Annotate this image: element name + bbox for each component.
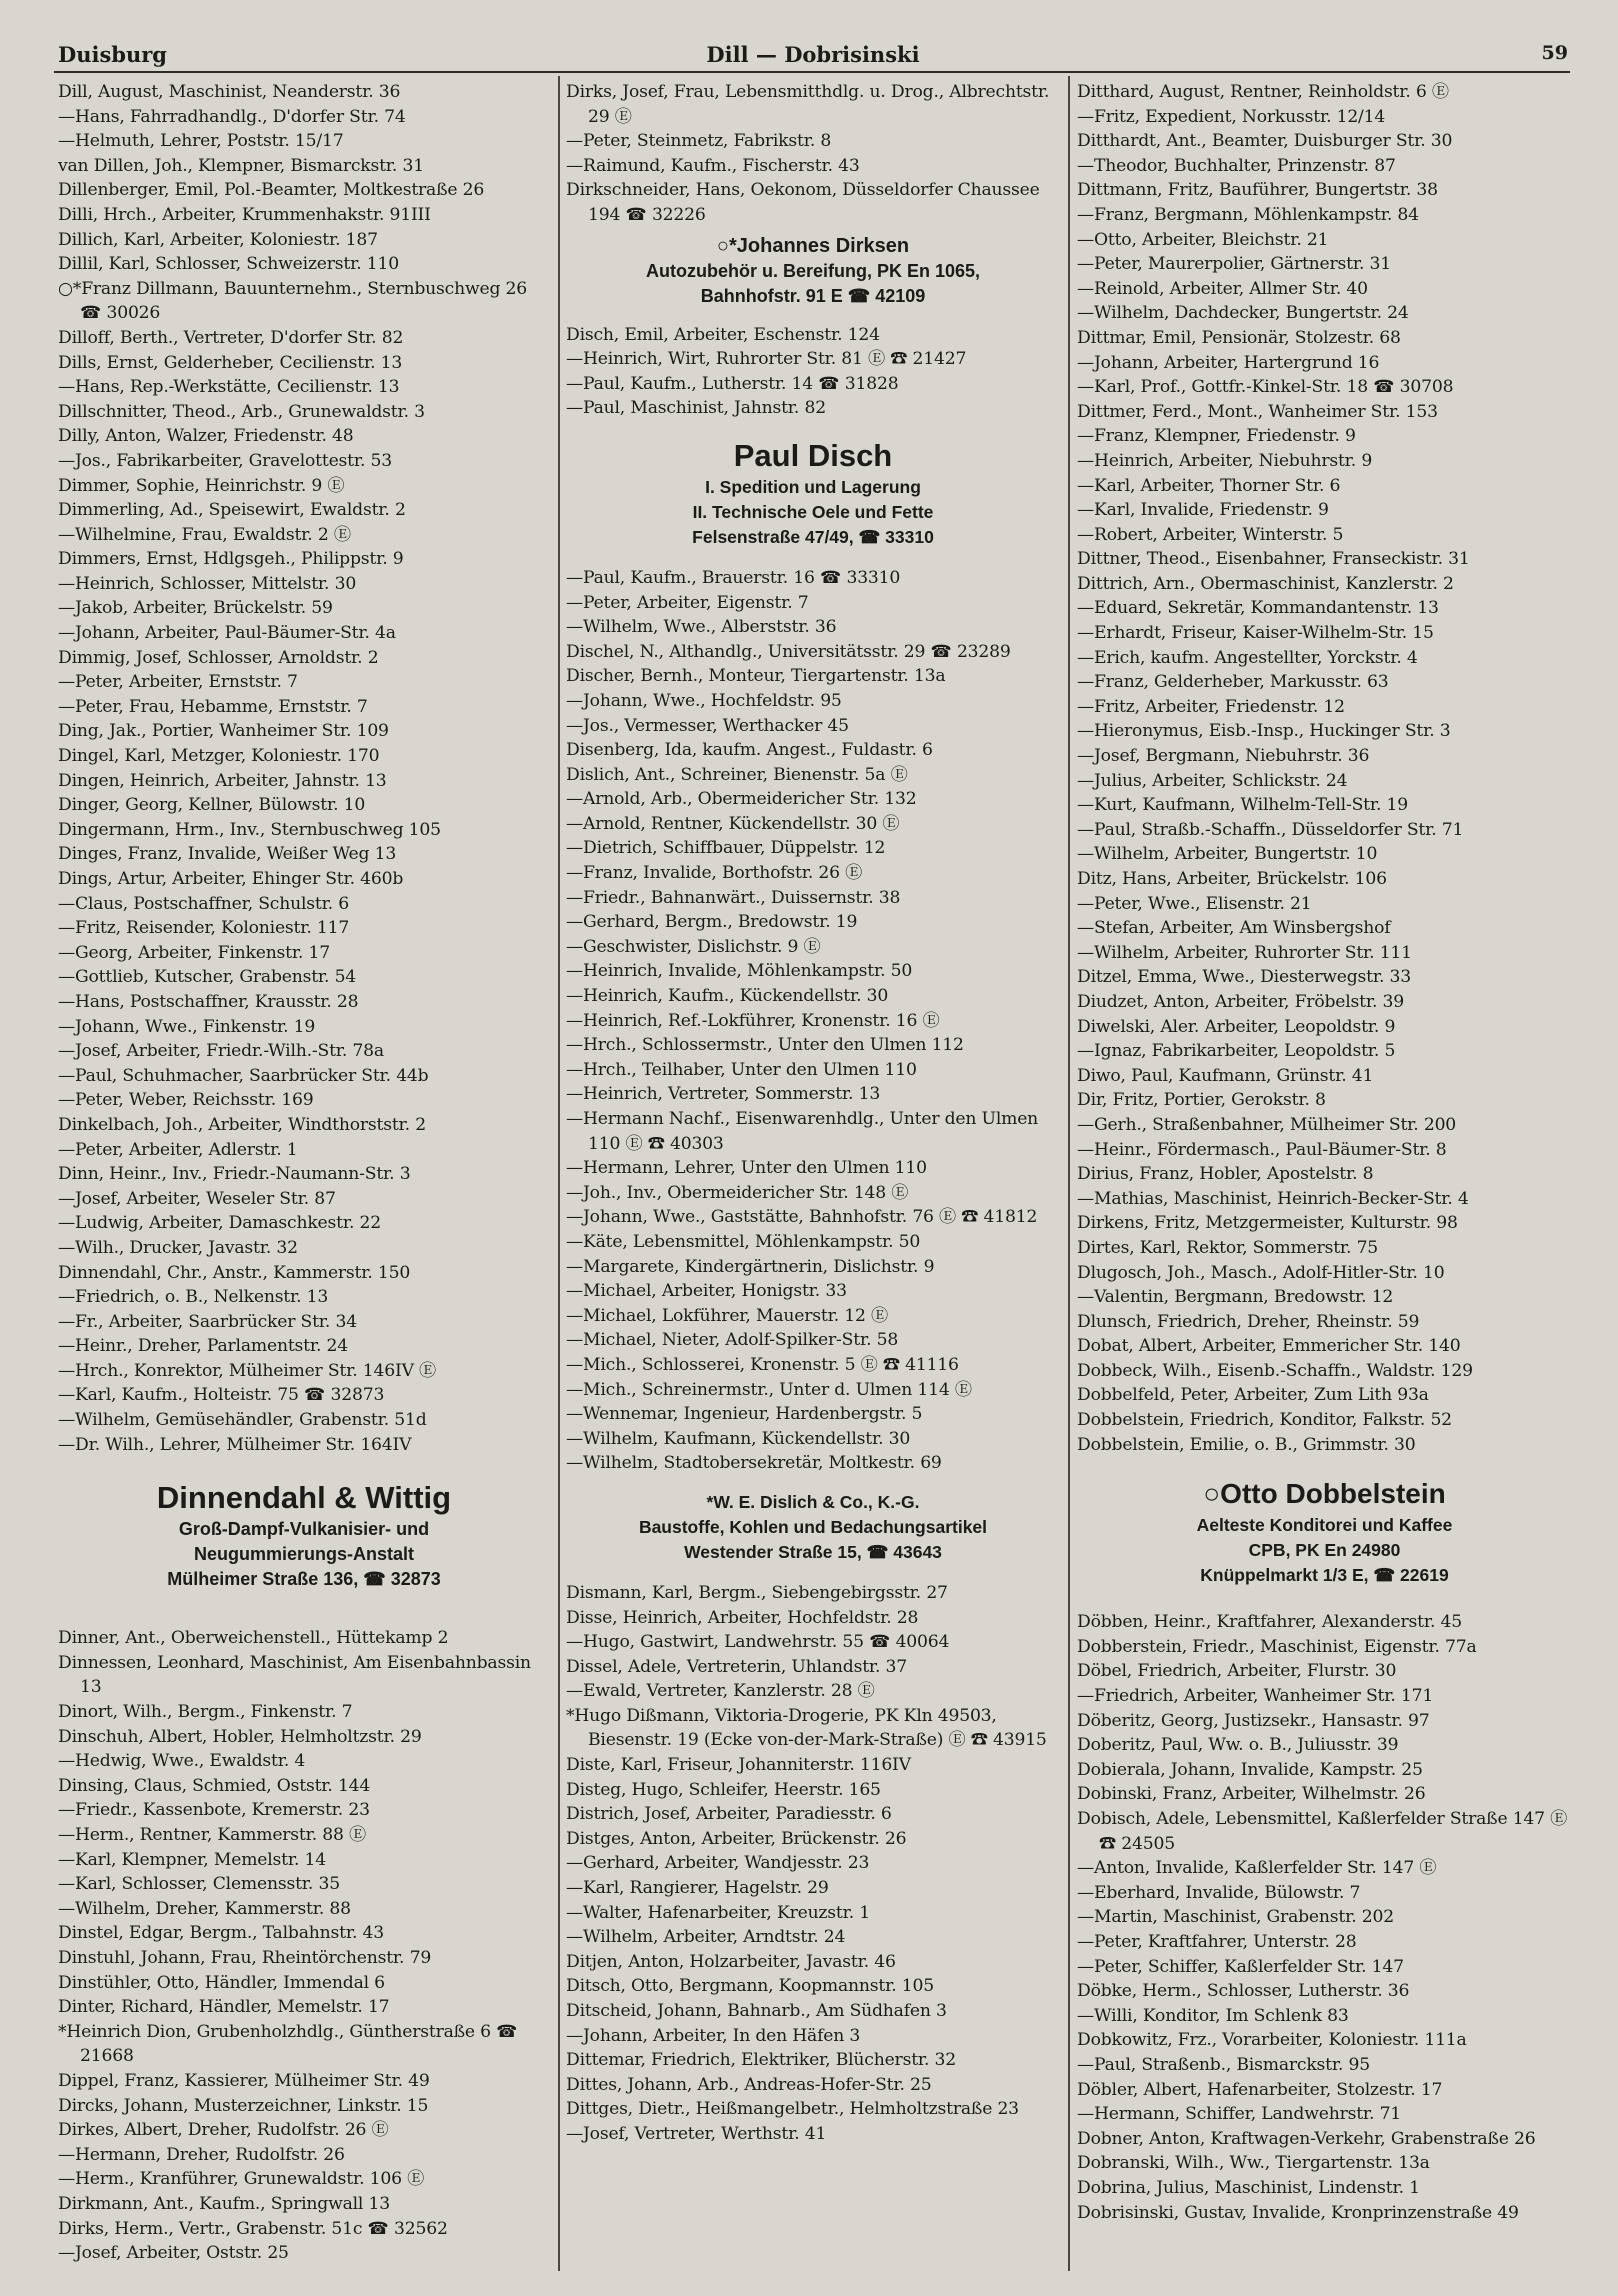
directory-entry: —Johann, Wwe., Gaststätte, Bahnhofstr. 76 Ⓔ ☎ 41812: [566, 1207, 1038, 1228]
directory-entry: Ditscheid, Johann, Bahnarb., Am Südhafen 3: [566, 2001, 947, 2021]
advert-line: CPB, PK En 24980: [1248, 1540, 1401, 1561]
directory-entry: Diwo, Paul, Kaufmann, Grünstr. 41: [1077, 1065, 1374, 1086]
directory-entry: Disch, Emil, Arbeiter, Eschenstr. 124: [566, 324, 880, 345]
directory-entry: Dirkschneider, Hans, Oekonom, Düsseldorfer Chaussee 194 ☎ 32226: [566, 180, 1040, 225]
advert-dislich: [566, 1490, 1060, 1565]
directory-entry: Dillich, Karl, Arbeiter, Koloniestr. 187: [58, 229, 378, 250]
directory-entry: Döbler, Albert, Hafenarbeiter, Stolzestr. 17: [1077, 2079, 1443, 2100]
directory-entry: Dills, Ernst, Gelderheber, Cecilienstr. 13: [58, 352, 403, 373]
directory-entry: —Heinrich, Wirt, Ruhrorter Str. 81 Ⓔ ☎ 21427: [566, 349, 967, 370]
directory-entry: —Mathias, Maschinist, Heinrich-Becker-Str. 4: [1077, 1188, 1469, 1209]
directory-entry: Döbke, Herm., Schlosser, Lutherstr. 36: [1077, 1981, 1410, 2002]
directory-entry: —Johann, Arbeiter, In den Häfen 3: [566, 2025, 861, 2046]
directory-entry: Diste, Karl, Friseur, Johanniterstr. 116IV: [566, 1755, 911, 1776]
directory-entry: —Karl, Schlosser, Clemensstr. 35: [58, 1874, 340, 1895]
directory-entry: —Friedr., Kassenbote, Kremerstr. 23: [58, 1800, 370, 1821]
directory-entry: —Valentin, Bergmann, Bredowstr. 12: [1077, 1287, 1394, 1308]
directory-entry: Dinner, Ant., Oberweichenstell., Hüttekamp 2: [58, 1628, 449, 1649]
page-header: [58, 42, 1568, 68]
directory-entry: Dings, Artur, Arbeiter, Ehinger Str. 460b: [58, 869, 404, 889]
advert-otto-dobbelstein: [1077, 1475, 1572, 1588]
directory-entry: —Wilhelm, Gemüsehändler, Grabenstr. 51d: [58, 1410, 427, 1431]
directory-entry: —Peter, Steinmetz, Fabrikstr. 8: [566, 131, 832, 152]
directory-entry: —Geschwister, Dislichstr. 9 Ⓔ: [566, 936, 821, 957]
entry-list: [566, 323, 1060, 421]
directory-entry: —Joh., Inv., Obermeidericher Str. 148 Ⓔ: [566, 1182, 909, 1203]
directory-entry: —Karl, Invalide, Friedenstr. 9: [1077, 500, 1329, 521]
directory-entry: Dissel, Adele, Vertreterin, Uhlandstr. 37: [566, 1656, 908, 1677]
advert-paul-disch: [566, 437, 1060, 550]
directory-entry: —Peter, Arbeiter, Ernststr. 7: [58, 672, 298, 693]
directory-entry: Districh, Josef, Arbeiter, Paradiesstr. 6: [566, 1804, 892, 1825]
advert-line: Autozubehör u. Bereifung, PK En 1065,: [645, 260, 981, 281]
directory-entry: —Willi, Konditor, Im Schlenk 83: [1077, 2005, 1349, 2026]
directory-entry: —Heinrich, Vertreter, Sommerstr. 13: [566, 1084, 881, 1105]
directory-entry: —Kurt, Kaufmann, Wilhelm-Tell-Str. 19: [1077, 795, 1408, 816]
directory-entry: —Hermann, Schiffer, Landwehrstr. 71: [1077, 2104, 1402, 2125]
advert-address: Felsenstraße 47/49, ☎ 33310: [692, 526, 934, 547]
directory-entry: —Friedr., Bahnanwärt., Duissernstr. 38: [566, 887, 901, 908]
advert-company-name: ○Otto Dobbelstein: [1203, 1478, 1446, 1510]
directory-entry: —Paul, Kaufm., Brauerstr. 16 ☎ 33310: [566, 567, 901, 588]
directory-entry: Dingermann, Hrm., Inv., Sternbuschweg 105: [58, 819, 441, 840]
directory-entry: —Wilhelm, Arbeiter, Bungertstr. 10: [1077, 844, 1378, 865]
column-1: [58, 80, 550, 2280]
directory-entry: Dillenberger, Emil, Pol.-Beamter, Moltkestraße 26: [58, 180, 485, 201]
page-number: 59: [1541, 42, 1568, 64]
advert-line: Aelteste Konditorei und Kaffee: [1196, 1515, 1453, 1536]
directory-entry: —Ewald, Vertreter, Kanzlerstr. 28 Ⓔ: [566, 1681, 875, 1702]
directory-entry: —Franz, Gelderheber, Markusstr. 63: [1077, 672, 1389, 693]
directory-entry: —Karl, Arbeiter, Thorner Str. 6: [1077, 475, 1341, 496]
directory-entry: Dirtes, Karl, Rektor, Sommerstr. 75: [1077, 1237, 1379, 1258]
directory-entry: Dobranski, Wilh., Ww., Tiergartenstr. 13a: [1077, 2153, 1430, 2174]
directory-entry: Disteg, Hugo, Schleifer, Heerstr. 165: [566, 1779, 881, 1800]
directory-entry: —Gerhard, Bergm., Bredowstr. 19: [566, 912, 858, 933]
directory-entry: —Wilh., Drucker, Javastr. 32: [58, 1237, 298, 1258]
directory-entry: Dobbelfeld, Peter, Arbeiter, Zum Lith 93a: [1077, 1385, 1429, 1406]
directory-entry: —Hermann Nachf., Eisenwarenhdlg., Unter den Ulmen 110 Ⓔ ☎ 40303: [566, 1109, 1039, 1154]
directory-entry: Dilloff, Berth., Vertreter, D'dorfer Str. 82: [58, 327, 404, 348]
column-divider: [558, 76, 560, 2271]
directory-entry: —Wilhelm, Dreher, Kammerstr. 88: [58, 1898, 351, 1919]
directory-entry: Döberitz, Georg, Justizsekr., Hansastr. 97: [1077, 1710, 1430, 1731]
directory-entry: Dirks, Herm., Vertr., Grabenstr. 51c ☎ 32562: [58, 2218, 448, 2239]
directory-entry: —Gottlieb, Kutscher, Grabenstr. 54: [58, 967, 357, 988]
directory-entry: Dobat, Albert, Arbeiter, Emmericher Str. 140: [1077, 1336, 1461, 1357]
directory-entry: ○*Franz Dillmann, Bauunternehm., Sternbuschweg 26 ☎ 30026: [58, 278, 527, 324]
directory-entry: —Fr., Arbeiter, Saarbrücker Str. 34: [58, 1311, 357, 1332]
directory-entry: —Eberhard, Invalide, Bülowstr. 7: [1077, 1882, 1361, 1903]
directory-entry: —Peter, Maurerpolier, Gärtnerstr. 31: [1077, 254, 1391, 275]
directory-entry: Dobrisinski, Gustav, Invalide, Kronprinzenstraße 49: [1077, 2202, 1519, 2223]
directory-entry: —Stefan, Arbeiter, Am Winsbergshof: [1077, 918, 1391, 939]
directory-entry: Dimmig, Josef, Schlosser, Arnoldstr. 2: [58, 647, 379, 668]
directory-entry: Dirkmann, Ant., Kaufm., Springwall 13: [58, 2193, 390, 2214]
directory-entry: —Peter, Arbeiter, Adlerstr. 1: [58, 1139, 298, 1160]
directory-entry: —Hrch., Teilhaber, Unter den Ulmen 110: [566, 1059, 917, 1080]
directory-entry: Ditthard, August, Rentner, Reinholdstr. 6 Ⓔ: [1077, 82, 1449, 102]
directory-entry: —Wilhelm, Stadtobersekretär, Moltkestr. 69: [566, 1453, 942, 1474]
directory-entry: —Johann, Arbeiter, Paul-Bäumer-Str. 4a: [58, 623, 396, 644]
directory-entry: Distges, Anton, Arbeiter, Brückenstr. 26: [566, 1828, 907, 1849]
directory-entry: —Heinrich, Schlosser, Mittelstr. 30: [58, 573, 357, 594]
directory-entry: Ditthardt, Ant., Beamter, Duisburger Str. 30: [1077, 131, 1453, 152]
directory-entry: —Fritz, Reisender, Koloniestr. 117: [58, 918, 350, 939]
directory-entry: —Mich., Schreinermstr., Unter d. Ulmen 114 Ⓔ: [566, 1379, 972, 1400]
directory-entry: Disenberg, Ida, kaufm. Angest., Fuldastr. 6: [566, 740, 933, 761]
directory-entry: —Wilhelm, Arbeiter, Arndtstr. 24: [566, 1927, 846, 1948]
directory-entry: —Paul, Schuhmacher, Saarbrücker Str. 44b: [58, 1065, 429, 1086]
directory-entry: —Wilhelm, Dachdecker, Bungertstr. 24: [1077, 303, 1409, 324]
column-3: [1077, 80, 1572, 2280]
directory-entry: Dobbeck, Wilh., Eisenb.-Schaffn., Waldstr. 129: [1077, 1360, 1473, 1381]
directory-entry: Dinges, Franz, Invalide, Weißer Weg 13: [58, 844, 397, 865]
directory-entry: —Walter, Hafenarbeiter, Kreuzstr. 1: [566, 1902, 871, 1923]
directory-entry: —Karl, Klempner, Memelstr. 14: [58, 1849, 327, 1870]
directory-entry: —Ignaz, Fabrikarbeiter, Leopoldstr. 5: [1077, 1041, 1396, 1062]
directory-entry: —Wilhelm, Wwe., Alberststr. 36: [566, 617, 837, 638]
directory-entry: —Herm., Kranführer, Grunewaldstr. 106 Ⓔ: [58, 2169, 425, 2190]
advert-line: Groß-Dampf-Vulkanisier- und: [178, 1519, 430, 1540]
directory-entry: Dismann, Karl, Bergm., Siebengebirgsstr. 27: [566, 1582, 948, 1603]
directory-entry: —Franz, Bergmann, Möhlenkampstr. 84: [1077, 204, 1419, 225]
directory-entry: —Paul, Kaufm., Lutherstr. 14 ☎ 31828: [566, 373, 899, 394]
directory-entry: Dobner, Anton, Kraftwagen-Verkehr, Grabenstraße 26: [1077, 2128, 1536, 2149]
directory-entry: —Käte, Lebensmittel, Möhlenkampstr. 50: [566, 1231, 921, 1252]
directory-entry: —Heinrich, Invalide, Möhlenkampstr. 50: [566, 961, 913, 982]
directory-entry: —Raimund, Kaufm., Fischerstr. 43: [566, 155, 860, 176]
directory-entry: —Theodor, Buchhalter, Prinzenstr. 87: [1077, 155, 1396, 176]
directory-entry: —Michael, Lokführer, Mauerstr. 12 Ⓔ: [566, 1305, 888, 1326]
directory-entry: Dinn, Heinr., Inv., Friedr.-Naumann-Str. 3: [58, 1164, 411, 1185]
directory-entry: Dinort, Wilh., Bergm., Finkenstr. 7: [58, 1702, 353, 1723]
directory-entry: Dimmers, Ernst, Hdlgsgeh., Philippstr. 9: [58, 549, 404, 570]
directory-entry: Ding, Jak., Portier, Wanheimer Str. 109: [58, 721, 389, 742]
directory-entry: —Reinold, Arbeiter, Allmer Str. 40: [1077, 278, 1368, 299]
directory-entry: —Hermann, Lehrer, Unter den Ulmen 110: [566, 1158, 927, 1179]
directory-entry: Dircks, Johann, Musterzeichner, Linkstr. 15: [58, 2095, 429, 2116]
advert-line: I. Spedition und Lagerung: [705, 476, 921, 497]
advert-line: Neugummierungs-Anstalt: [193, 1544, 415, 1565]
directory-entry: —Gerhard, Arbeiter, Wandjesstr. 23: [566, 1853, 870, 1874]
directory-entry: —Friedrich, o. B., Nelkenstr. 13: [58, 1287, 329, 1308]
directory-entry: Ditjen, Anton, Holzarbeiter, Javastr. 46: [566, 1951, 896, 1972]
directory-entry: Dittmann, Fritz, Bauführer, Bungertstr. 38: [1077, 180, 1438, 201]
directory-entry: Dimmerling, Ad., Speisewirt, Ewaldstr. 2: [58, 500, 406, 521]
directory-entry: —Karl, Prof., Gottfr.-Kinkel-Str. 18 ☎ 30708: [1077, 377, 1454, 398]
directory-entry: —Josef, Arbeiter, Friedr.-Wilh.-Str. 78a: [58, 1041, 384, 1062]
directory-entry: Dir, Fritz, Portier, Gerokstr. 8: [1077, 1090, 1326, 1111]
directory-entry: —Franz, Invalide, Borthofstr. 26 Ⓔ: [566, 863, 863, 884]
directory-entry: —Peter, Schiffer, Kaßlerfelder Str. 147: [1077, 1956, 1404, 1977]
directory-entry: —Peter, Frau, Hebamme, Ernststr. 7: [58, 696, 368, 717]
entry-list: [566, 80, 1060, 228]
directory-entry: Dischel, N., Althandlg., Universitätsstr. 29 ☎ 23289: [566, 641, 1011, 662]
directory-entry: Doberitz, Paul, Ww. o. B., Juliusstr. 39: [1077, 1735, 1399, 1756]
directory-entry: —Hieronymus, Eisb.-Insp., Huckinger Str. 3: [1077, 721, 1451, 742]
directory-entry: —Josef, Arbeiter, Oststr. 25: [58, 2243, 289, 2264]
directory-entry: —Heinrich, Kaufm., Kückendellstr. 30: [566, 986, 889, 1007]
directory-entry: —Martin, Maschinist, Grabenstr. 202: [1077, 1907, 1394, 1928]
directory-entry: Dinnessen, Leonhard, Maschinist, Am Eisenbahnbassin 13: [58, 1652, 531, 1698]
directory-entry: Dinkelbach, Joh., Arbeiter, Windthorststr. 2: [58, 1114, 426, 1135]
directory-entry: *Hugo Dißmann, Viktoria-Drogerie, PK Kln 49503, Biesenstr. 19 (Ecke von-der-Mark-Straße) Ⓔ ☎ 43915: [566, 1705, 1047, 1751]
directory-entry: Dinschuh, Albert, Hobler, Helmholtzstr. 29: [58, 1726, 422, 1747]
directory-entry: Dinter, Richard, Händler, Memelstr. 17: [58, 1997, 390, 2018]
directory-entry: Dingen, Heinrich, Arbeiter, Jahnstr. 13: [58, 770, 387, 791]
directory-entry: Diwelski, Aler. Arbeiter, Leopoldstr. 9: [1077, 1016, 1396, 1037]
directory-entry: —Robert, Arbeiter, Winterstr. 5: [1077, 524, 1344, 545]
directory-entry: Dinstel, Edgar, Bergm., Talbahnstr. 43: [58, 1923, 384, 1944]
directory-entry: Dittrich, Arn., Obermaschinist, Kanzlerstr. 2: [1077, 573, 1454, 594]
directory-entry: —Paul, Maschinist, Jahnstr. 82: [566, 398, 826, 419]
directory-entry: Döbel, Friedrich, Arbeiter, Flurstr. 30: [1077, 1661, 1397, 1682]
directory-entry: —Georg, Arbeiter, Finkenstr. 17: [58, 942, 331, 963]
header-range: Dill — Dobrisinski: [706, 42, 920, 67]
entry-list: [58, 80, 550, 1457]
advert-johannes-dirksen: [566, 234, 1060, 309]
entry-list: [1077, 1610, 1572, 2225]
directory-entry: Dimmer, Sophie, Heinrichstr. 9 Ⓔ: [58, 475, 345, 496]
column-2: [566, 80, 1060, 2280]
advert-address: Bahnhofstr. 91 E ☎ 42109: [700, 285, 926, 306]
entry-list: [566, 1581, 1060, 2147]
directory-entry: Dirks, Josef, Frau, Lebensmitthdlg. u. Drog., Albrechtstr. 29 Ⓔ: [566, 82, 1050, 127]
directory-entry: Dill, August, Maschinist, Neanderstr. 36: [58, 82, 401, 102]
directory-entry: —Mich., Schlosserei, Kronenstr. 5 Ⓔ ☎ 41116: [566, 1354, 959, 1375]
directory-entry: Dobrina, Julius, Maschinist, Lindenstr. 1: [1077, 2177, 1420, 2198]
directory-entry: —Heinr., Dreher, Parlamentstr. 24: [58, 1336, 348, 1357]
directory-entry: —Wilhelm, Kaufmann, Kückendellstr. 30: [566, 1428, 911, 1449]
directory-entry: —Jos., Fabrikarbeiter, Gravelottestr. 53: [58, 450, 392, 471]
directory-entry: —Jos., Vermesser, Werthacker 45: [566, 715, 849, 736]
directory-entry: —Arnold, Arb., Obermeidericher Str. 132: [566, 789, 917, 810]
directory-entry: —Josef, Bergmann, Niebuhrstr. 36: [1077, 746, 1370, 767]
directory-entry: —Peter, Weber, Reichsstr. 169: [58, 1090, 314, 1111]
directory-entry: —Jakob, Arbeiter, Brückelstr. 59: [58, 598, 333, 619]
directory-entry: Disse, Heinrich, Arbeiter, Hochfeldstr. 28: [566, 1607, 919, 1628]
directory-entry: —Erhardt, Friseur, Kaiser-Wilhelm-Str. 15: [1077, 623, 1434, 644]
directory-entry: —Wennemar, Ingenieur, Hardenbergstr. 5: [566, 1404, 923, 1425]
directory-entry: —Anton, Invalide, Kaßlerfelder Str. 147 Ⓔ: [1077, 1858, 1437, 1879]
directory-entry: —Paul, Straßenb., Bismarckstr. 95: [1077, 2054, 1370, 2075]
directory-entry: Dobkowitz, Frz., Vorarbeiter, Koloniestr. 111a: [1077, 2030, 1467, 2051]
advert-company-name: *W. E. Dislich & Co., K.-G.: [706, 1491, 920, 1512]
directory-entry: Dillschnitter, Theod., Arb., Grunewaldstr. 3: [58, 401, 425, 422]
directory-entry: —Friedrich, Arbeiter, Wanheimer Str. 171: [1077, 1686, 1434, 1707]
directory-entry: Dittner, Theod., Eisenbahner, Franseckistr. 31: [1077, 549, 1470, 570]
directory-entry: —Peter, Arbeiter, Eigenstr. 7: [566, 592, 809, 613]
directory-entry: —Johann, Arbeiter, Hartergrund 16: [1077, 352, 1380, 373]
directory-entry: Ditsch, Otto, Bergmann, Koopmannstr. 105: [566, 1976, 934, 1997]
directory-entry: Dingel, Karl, Metzger, Koloniestr. 170: [58, 746, 380, 767]
entry-list: [566, 566, 1060, 1476]
directory-entry: —Hrch., Schlossermstr., Unter den Ulmen 112: [566, 1035, 964, 1056]
directory-entry: Dobisch, Adele, Lebensmittel, Kaßlerfelder Straße 147 Ⓔ ☎ 24505: [1077, 1809, 1568, 1854]
directory-entry: —Karl, Kaufm., Holteistr. 75 ☎ 32873: [58, 1385, 385, 1406]
directory-entry: —Hans, Fahrradhandlg., D'dorfer Str. 74: [58, 106, 406, 127]
directory-entry: Ditz, Hans, Arbeiter, Brückelstr. 106: [1077, 869, 1387, 889]
directory-entry: Dirkes, Albert, Dreher, Rudolfstr. 26 Ⓔ: [58, 2120, 389, 2141]
directory-entry: —Ludwig, Arbeiter, Damaschkestr. 22: [58, 1213, 381, 1234]
directory-entry: Dlunsch, Friedrich, Dreher, Rheinstr. 59: [1077, 1311, 1420, 1332]
directory-entry: —Claus, Postschaffner, Schulstr. 6: [58, 893, 349, 914]
directory-entry: Dittes, Johann, Arb., Andreas-Hofer-Str. 25: [566, 2074, 932, 2095]
directory-entry: *Heinrich Dion, Grubenholzhdlg., Güntherstraße 6 ☎ 21668: [58, 2021, 518, 2067]
directory-entry: —Paul, Straßb.-Schaffn., Düsseldorfer Str. 71: [1077, 819, 1464, 840]
directory-entry: —Josef, Arbeiter, Weseler Str. 87: [58, 1188, 336, 1209]
directory-entry: —Wilhelmine, Frau, Ewaldstr. 2 Ⓔ: [58, 524, 351, 545]
directory-entry: —Johann, Wwe., Finkenstr. 19: [58, 1016, 316, 1037]
advert-line: II. Technische Oele und Fette: [692, 501, 934, 522]
directory-entry: —Franz, Klempner, Friedenstr. 9: [1077, 426, 1356, 447]
directory-entry: Döbben, Heinr., Kraftfahrer, Alexanderstr. 45: [1077, 1612, 1462, 1633]
directory-entry: —Peter, Kraftfahrer, Unterstr. 28: [1077, 1931, 1357, 1952]
directory-entry: —Wilhelm, Arbeiter, Ruhrorter Str. 111: [1077, 942, 1412, 963]
directory-entry: —Eduard, Sekretär, Kommandantenstr. 13: [1077, 598, 1439, 619]
directory-entry: Dobbelstein, Emilie, o. B., Grimmstr. 30: [1077, 1434, 1416, 1455]
directory-entry: —Hugo, Gastwirt, Landwehrstr. 55 ☎ 40064: [566, 1632, 950, 1653]
directory-entry: Dilli, Hrch., Arbeiter, Krummenhakstr. 91III: [58, 204, 431, 225]
directory-entry: —Heinr., Fördermasch., Paul-Bäumer-Str. 8: [1077, 1139, 1447, 1160]
header-city: Duisburg: [58, 42, 167, 67]
directory-entry: —Hans, Postschaffner, Krausstr. 28: [58, 991, 359, 1012]
advert-address: Westender Straße 15, ☎ 43643: [684, 1541, 942, 1562]
directory-entry: —Herm., Rentner, Kammerstr. 88 Ⓔ: [58, 1825, 367, 1845]
directory-entry: Dirkens, Fritz, Metzgermeister, Kulturstr. 98: [1077, 1213, 1458, 1234]
directory-entry: —Josef, Vertreter, Werthstr. 41: [566, 2123, 827, 2144]
directory-entry: van Dillen, Joh., Klempner, Bismarckstr. 31: [58, 155, 424, 176]
directory-entry: —Dr. Wilh., Lehrer, Mülheimer Str. 164IV: [58, 1434, 412, 1455]
directory-entry: —Heinrich, Ref.-Lokführer, Kronenstr. 16 Ⓔ: [566, 1010, 940, 1031]
directory-entry: —Helmuth, Lehrer, Poststr. 15/17: [58, 131, 344, 152]
directory-entry: —Michael, Arbeiter, Honigstr. 33: [566, 1281, 847, 1302]
directory-entry: —Karl, Rangierer, Hagelstr. 29: [566, 1878, 829, 1899]
directory-entry: —Dietrich, Schiffbauer, Düppelstr. 12: [566, 838, 886, 859]
directory-entry: —Hedwig, Wwe., Ewaldstr. 4: [58, 1751, 306, 1772]
directory-entry: —Julius, Arbeiter, Schlickstr. 24: [1077, 770, 1348, 791]
directory-entry: Dittges, Dietr., Heißmangelbetr., Helmholtzstraße 23: [566, 2099, 1019, 2120]
directory-entry: —Hans, Rep.-Werkstätte, Cecilienstr. 13: [58, 377, 400, 398]
directory-entry: Discher, Bernh., Monteur, Tiergartenstr. 13a: [566, 666, 946, 687]
header-rule: [54, 71, 1570, 73]
directory-entry: —Erich, kaufm. Angestellter, Yorckstr. 4: [1077, 647, 1418, 668]
column-divider: [1068, 76, 1070, 2271]
directory-entry: Dilly, Anton, Walzer, Friedenstr. 48: [58, 426, 354, 447]
directory-entry: —Arnold, Rentner, Kückendellstr. 30 Ⓔ: [566, 813, 900, 834]
entry-list: [1077, 80, 1572, 1457]
directory-entry: Dinstühler, Otto, Händler, Immendal 6: [58, 1972, 385, 1993]
directory-entry: Dinsing, Claus, Schmied, Oststr. 144: [58, 1775, 371, 1796]
directory-entry: —Margarete, Kindergärtnerin, Dislichstr. 9: [566, 1256, 935, 1277]
directory-entry: Dillil, Karl, Schlosser, Schweizerstr. 110: [58, 254, 399, 275]
directory-entry: Ditzel, Emma, Wwe., Diesterwegstr. 33: [1077, 967, 1411, 988]
advert-company-name: ○*Johannes Dirksen: [716, 234, 910, 257]
advert-dinnendahl-wittig: [58, 1479, 550, 1592]
directory-entry: Dittmer, Ferd., Mont., Wanheimer Str. 153: [1077, 401, 1438, 422]
directory-entry: —Peter, Wwe., Elisenstr. 21: [1077, 893, 1312, 914]
advert-address: Knüppelmarkt 1/3 E, ☎ 22619: [1200, 1565, 1449, 1586]
directory-entry: Dirius, Franz, Hobler, Apostelstr. 8: [1077, 1164, 1374, 1185]
directory-entry: Dobinski, Franz, Arbeiter, Wilhelmstr. 26: [1077, 1784, 1426, 1805]
directory-entry: Dinger, Georg, Kellner, Bülowstr. 10: [58, 795, 366, 816]
entry-list: [58, 1626, 550, 2265]
directory-entry: Dittmar, Emil, Pensionär, Stolzestr. 68: [1077, 327, 1401, 348]
directory-entry: —Hrch., Konrektor, Mülheimer Str. 146IV Ⓔ: [58, 1360, 437, 1381]
directory-entry: —Fritz, Arbeiter, Friedenstr. 12: [1077, 696, 1345, 717]
directory-entry: Dobierala, Johann, Invalide, Kampstr. 25: [1077, 1759, 1423, 1780]
directory-entry: Dippel, Franz, Kassierer, Mülheimer Str. 49: [58, 2070, 430, 2091]
directory-entry: —Heinrich, Arbeiter, Niebuhrstr. 9: [1077, 450, 1373, 471]
directory-entry: Dlugosch, Joh., Masch., Adolf-Hitler-Str. 10: [1077, 1262, 1445, 1283]
directory-entry: Dinnendahl, Chr., Anstr., Kammerstr. 150: [58, 1262, 411, 1283]
directory-entry: Diudzet, Anton, Arbeiter, Fröbelstr. 39: [1077, 991, 1404, 1012]
directory-entry: Dobberstein, Friedr., Maschinist, Eigenstr. 77a: [1077, 1636, 1477, 1657]
directory-entry: —Gerh., Straßenbahner, Mülheimer Str. 200: [1077, 1114, 1457, 1135]
advert-line: Baustoffe, Kohlen und Bedachungsartikel: [638, 1516, 988, 1537]
directory-entry: Dobbelstein, Friedrich, Konditor, Falkstr. 52: [1077, 1410, 1452, 1431]
directory-entry: —Hermann, Dreher, Rudolfstr. 26: [58, 2144, 345, 2165]
advert-company-name: Paul Disch: [733, 437, 893, 473]
directory-entry: —Johann, Wwe., Hochfeldstr. 95: [566, 690, 842, 711]
advert-address: Mülheimer Straße 136, ☎ 32873: [167, 1569, 441, 1590]
directory-entry: —Fritz, Expedient, Norkusstr. 12/14: [1077, 106, 1386, 127]
directory-entry: —Michael, Nieter, Adolf-Spilker-Str. 58: [566, 1330, 899, 1351]
directory-entry: Dittemar, Friedrich, Elektriker, Blücherstr. 32: [566, 2050, 957, 2071]
directory-entry: Dislich, Ant., Schreiner, Bienenstr. 5a Ⓔ: [566, 764, 908, 785]
directory-entry: Dinstuhl, Johann, Frau, Rheintörchenstr. 79: [58, 1947, 432, 1968]
directory-entry: —Otto, Arbeiter, Bleichstr. 21: [1077, 229, 1329, 250]
advert-company-name: Dinnendahl & Wittig: [156, 1480, 452, 1516]
